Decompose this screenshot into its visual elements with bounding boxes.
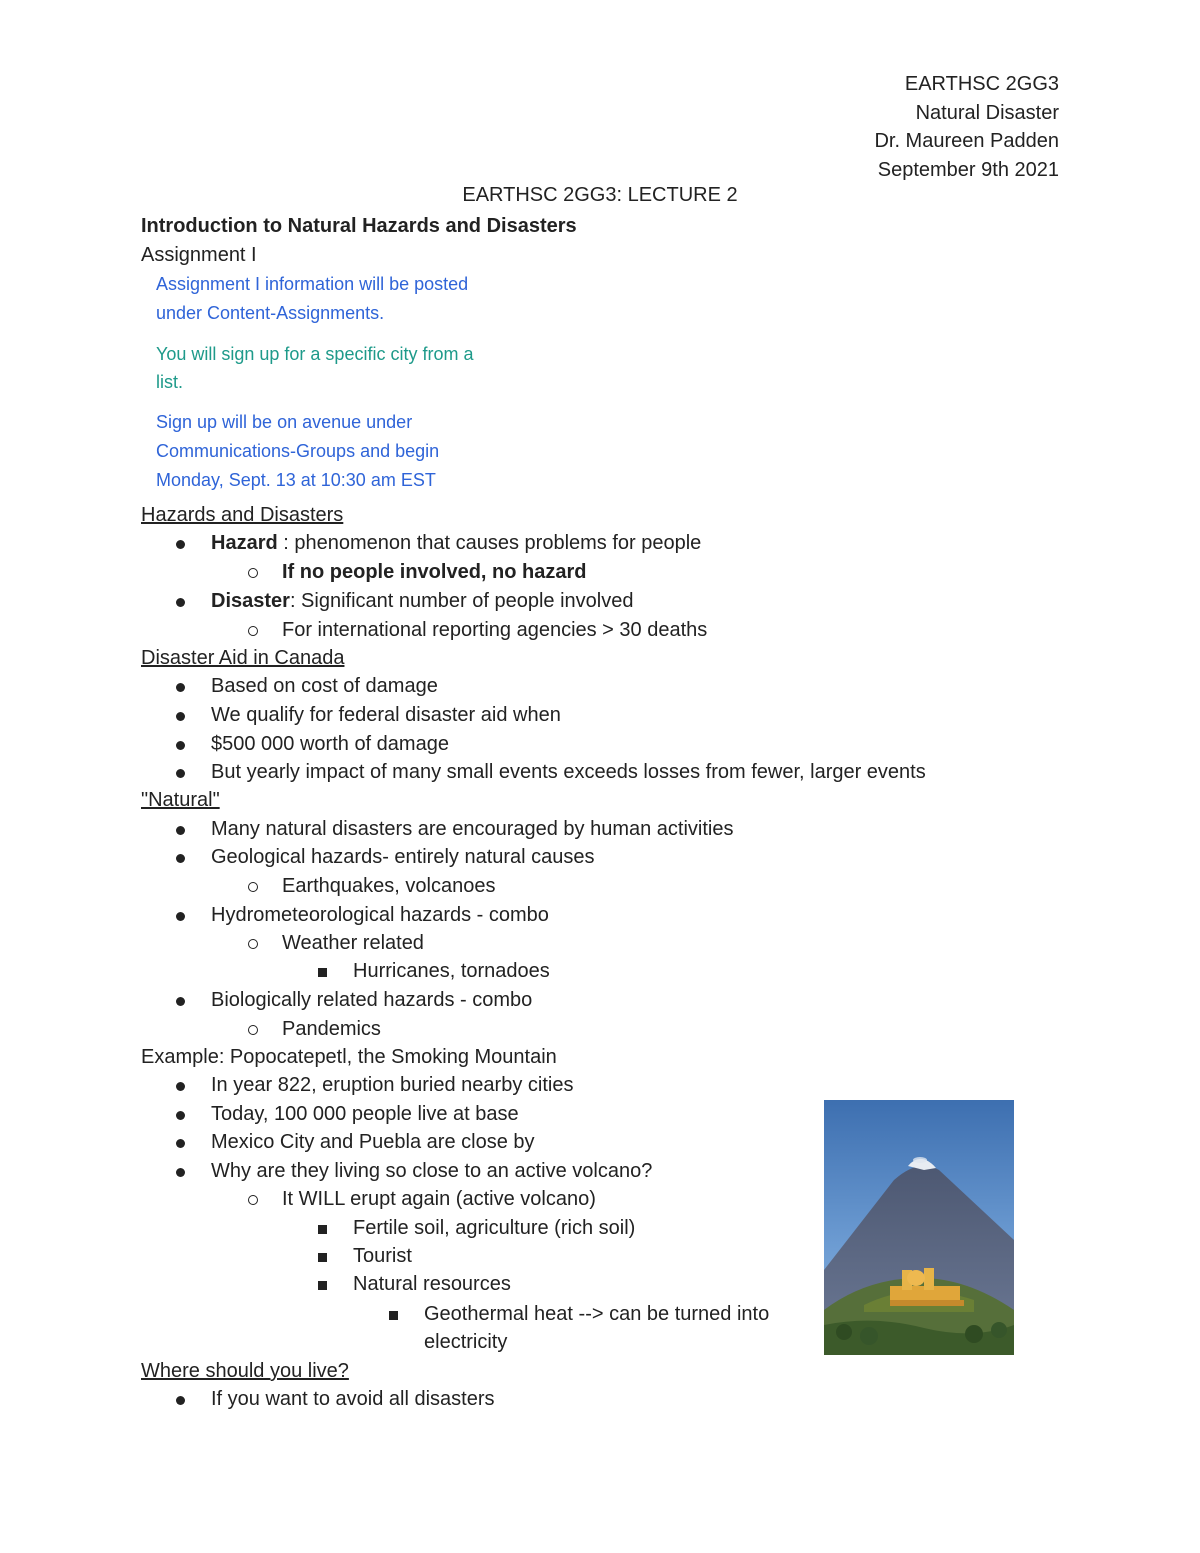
- list-item: Tourist: [353, 1245, 412, 1267]
- list-item: $500 000 worth of damage: [211, 733, 449, 755]
- bullet-dot-icon: [176, 1071, 185, 1099]
- bullet-circle-icon: [248, 558, 258, 586]
- hazards-heading: Hazards and Disasters: [141, 504, 344, 526]
- assignment-heading: Assignment I: [141, 244, 257, 266]
- bullet-dot-icon: [176, 1128, 185, 1156]
- list-item: Biologically related hazards - combo: [211, 989, 533, 1011]
- list-item: Fertile soil, agriculture (rich soil): [353, 1217, 636, 1239]
- list-item: Based on cost of damage: [211, 675, 438, 697]
- doc-title: EARTHSC 2GG3: LECTURE 2: [462, 184, 738, 206]
- bullet-circle-icon: [248, 1015, 258, 1043]
- list-item: Geothermal heat --> can be turned into: [424, 1303, 770, 1325]
- bullet-dot-icon: [176, 587, 185, 615]
- bullet-circle-icon: [248, 616, 258, 644]
- bullet-dot-icon: [176, 730, 185, 758]
- bullet-dot-icon: [176, 1157, 185, 1185]
- list-item: If you want to avoid all disasters: [211, 1388, 495, 1410]
- slide-line: Assignment I information will be posted: [156, 274, 469, 294]
- list-item: Hurricanes, tornadoes: [353, 960, 550, 982]
- list-item: Pandemics: [282, 1018, 381, 1040]
- list-item: Geological hazards- entirely natural causes: [211, 846, 595, 868]
- slide-line: You will sign up for a specific city from a: [156, 344, 474, 364]
- list-item: Natural resources: [353, 1273, 511, 1295]
- bullet-square-icon: [318, 1214, 327, 1242]
- bullet-dot-icon: [176, 1385, 185, 1413]
- list-item: For international reporting agencies > 30 deaths: [282, 619, 708, 641]
- term-hazard: Hazard: [211, 532, 278, 554]
- slide-line: Sign up will be on avenue under: [156, 412, 413, 432]
- hazard-definition: : phenomenon that causes problems for people: [277, 532, 702, 554]
- bullet-dot-icon: [176, 758, 185, 786]
- list-item: Weather related: [282, 932, 424, 954]
- instructor-name: Dr. Maureen Padden: [874, 130, 1059, 152]
- list-item: If no people involved, no hazard: [282, 561, 587, 583]
- volcano-photo: [824, 1100, 1014, 1355]
- list-item: Today, 100 000 people live at base: [211, 1103, 519, 1125]
- bullet-dot-icon: [176, 672, 185, 700]
- bullet-dot-icon: [176, 843, 185, 871]
- course-subject: Natural Disaster: [915, 101, 1059, 124]
- disaster-definition: : Significant number of people involved: [289, 590, 634, 612]
- bullet-circle-icon: [248, 929, 258, 957]
- bullet-dot-icon: [176, 701, 185, 729]
- list-item: It WILL erupt again (active volcano): [282, 1188, 596, 1210]
- aid-heading: Disaster Aid in Canada: [141, 647, 345, 669]
- bullet-square-icon: [318, 1270, 327, 1298]
- bullet-square-icon: [318, 1242, 327, 1270]
- slide-line: under Content-Assignments.: [156, 303, 385, 323]
- bullet-square-icon: [318, 957, 327, 985]
- list-item-continuation: electricity: [424, 1331, 508, 1353]
- bullet-square-icon: [389, 1300, 398, 1328]
- list-item: Why are they living so close to an active volcano?: [211, 1160, 653, 1182]
- natural-heading: "Natural": [141, 789, 220, 811]
- list-item: Many natural disasters are encouraged by human activities: [211, 818, 734, 840]
- section-title: Introduction to Natural Hazards and Disasters: [141, 215, 577, 237]
- term-disaster: Disaster: [211, 590, 290, 612]
- list-item: We qualify for federal disaster aid when: [211, 704, 561, 726]
- bullet-dot-icon: [176, 986, 185, 1014]
- list-item: [211, 529, 701, 557]
- list-item: Earthquakes, volcanoes: [282, 875, 496, 897]
- bullet-circle-icon: [248, 872, 258, 900]
- header-block: [874, 70, 1059, 184]
- list-item: [211, 587, 633, 615]
- bullet-dot-icon: [176, 901, 185, 929]
- slide-line: Communications-Groups and begin: [156, 441, 440, 461]
- list-item: But yearly impact of many small events exceeds losses from fewer, larger events: [211, 761, 926, 783]
- course-code: EARTHSC 2GG3: [904, 73, 1059, 95]
- bullet-dot-icon: [176, 815, 185, 843]
- slide-line: list.: [156, 372, 183, 392]
- slide-line: Monday, Sept. 13 at 10:30 am EST: [156, 470, 436, 490]
- bullet-dot-icon: [176, 529, 185, 557]
- bullet-dot-icon: [176, 1100, 185, 1128]
- list-item: Hydrometeorological hazards - combo: [211, 904, 549, 926]
- example-heading: Example: Popocatepetl, the Smoking Mountain: [141, 1046, 557, 1068]
- bullet-circle-icon: [248, 1185, 258, 1213]
- where-heading: Where should you live?: [141, 1360, 349, 1382]
- lecture-date: September 9th 2021: [877, 158, 1059, 181]
- list-item: In year 822, eruption buried nearby cities: [211, 1074, 574, 1096]
- list-item: Mexico City and Puebla are close by: [211, 1131, 535, 1153]
